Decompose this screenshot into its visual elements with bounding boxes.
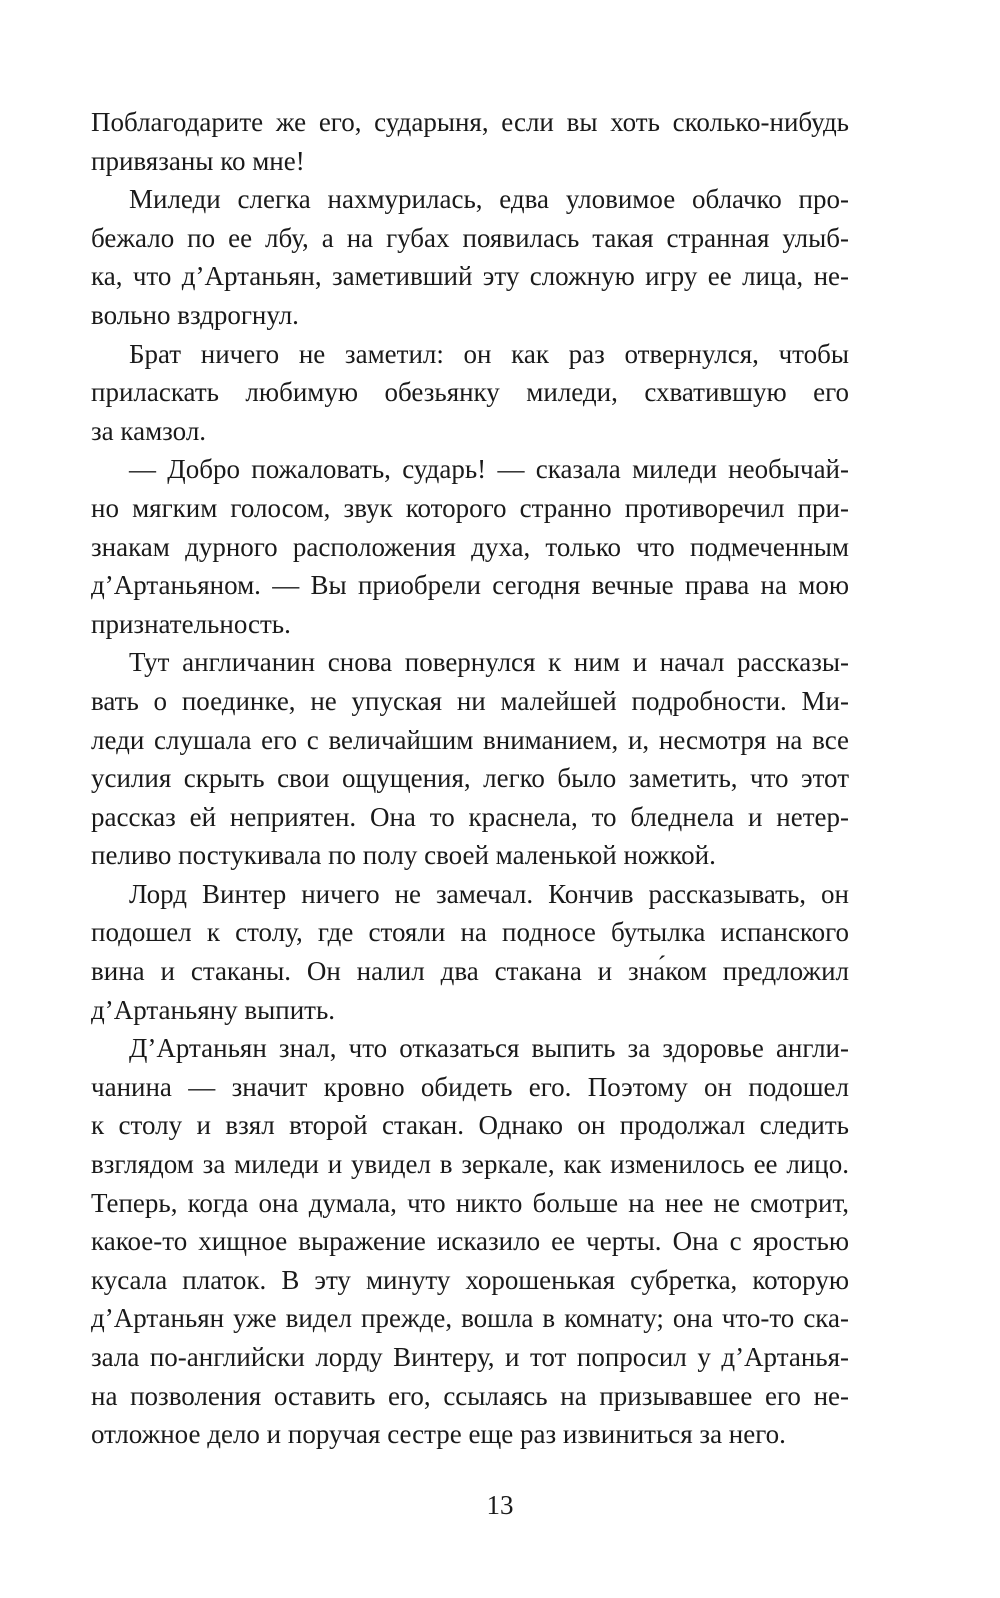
paragraph	[91, 1029, 849, 1454]
text-line: вольно вздрогнул.	[91, 299, 299, 330]
text-line: чанина — значит кровно обидеть его. Поэтому он подошел	[91, 1071, 849, 1102]
text-line: но мягким голосом, звук которого странно противоречил при-	[91, 492, 849, 523]
text-line: леди слушала его с величайшим вниманием, и, несмотря на все	[91, 724, 849, 755]
text-line: Миледи слегка нахмурилась, едва уловимое облачко про-	[129, 184, 849, 215]
text-line: ка, что д’Артаньян, заметивший эту сложную игру ее лица, не-	[91, 261, 849, 292]
text-line: Теперь, когда она думала, что никто больше на нее не смотрит,	[91, 1187, 849, 1218]
paragraph	[91, 450, 849, 643]
paragraph	[91, 643, 849, 875]
text-line: Брат ничего не заметил: он как раз отвернулся, чтобы	[129, 338, 849, 369]
text-line: кусала платок. В эту минуту хорошенькая субретка, которую	[91, 1264, 849, 1295]
text-line: д’Артаньяном. — Вы приобрели сегодня вечные права на мою	[91, 570, 849, 601]
text-line: знакам дурного расположения духа, только что подмеченным	[91, 531, 849, 562]
paragraph	[91, 180, 849, 334]
text-line: бежало по ее лбу, а на губах появилась такая странная улыб-	[91, 222, 849, 253]
text-line: Тут англичанин снова повернулся к ним и начал рассказы-	[129, 647, 849, 678]
text-line: Поблагодарите же его, сударыня, если вы хоть сколько-нибудь	[91, 107, 849, 137]
text-line: к столу и взял второй стакан. Однако он продолжал следить	[91, 1110, 849, 1141]
text-line: признательность.	[91, 608, 291, 639]
paragraph	[91, 103, 849, 180]
text-line: рассказ ей неприятен. Она то краснела, то бледнела и нетер-	[91, 801, 849, 832]
text-line: привязаны ко мне!	[91, 145, 305, 176]
text-line: усилия скрыть свои ощущения, легко было заметить, что этот	[91, 763, 849, 794]
text-line: Лорд Винтер ничего не замечал. Кончив рассказывать, он	[129, 878, 849, 909]
body-text	[91, 103, 849, 1454]
text-line: на позволения оставить его, ссылаясь на призывавшее его не-	[91, 1380, 849, 1411]
text-line: приласкать любимую обезьянку миледи, схватившую его	[91, 377, 849, 408]
page-number: 13	[486, 1490, 514, 1520]
text-line: взглядом за миледи и увидел в зеркале, как изменилось ее лицо.	[91, 1149, 849, 1180]
paragraph	[91, 875, 849, 1029]
text-line: какое-то хищное выражение исказило ее черты. Она с яростью	[91, 1226, 849, 1257]
text-line: отложное дело и поручая сестре еще раз извиниться за него.	[91, 1419, 786, 1450]
text-line: зала по-английски лорду Винтеру, и тот попросил у д’Артанья-	[91, 1342, 849, 1372]
text-line: вать о поединке, не упуская ни малейшей подробности. Ми-	[91, 685, 849, 716]
text-line: — Добро пожаловать, сударь! — сказала миледи необычай-	[129, 454, 849, 485]
text-line: пеливо постукивала по полу своей маленькой ножкой.	[91, 840, 716, 871]
text-line: Д’Артаньян знал, что отказаться выпить за здоровье англи-	[129, 1033, 849, 1064]
paragraph	[91, 335, 849, 451]
text-line: д’Артаньян уже видел прежде, вошла в комнату; она что-то ска-	[91, 1303, 849, 1334]
text-line: за камзол.	[91, 415, 207, 446]
text-line: д’Артаньяну выпить.	[91, 994, 336, 1025]
text-line: подошел к столу, где стояли на подносе бутылка испанского	[91, 917, 849, 948]
text-line: вина и стаканы. Он налил два стакана и зна́ком предложил	[91, 956, 849, 987]
